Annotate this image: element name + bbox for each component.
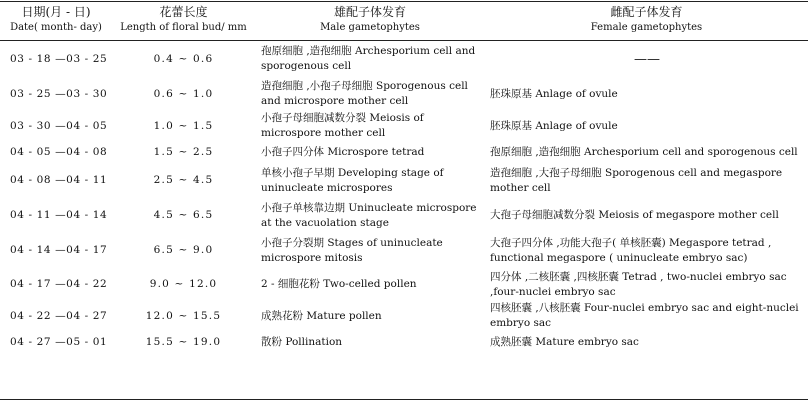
female-cell: 造孢细胞 ,大孢子母细胞 Sporogenous cell and megaspore mother cell — [490, 166, 783, 194]
table-row — [0, 163, 808, 198]
header-male — [255, 0, 485, 40]
male-cell: 散粉 Pollination — [261, 336, 343, 348]
length-cell: 1.5 ~ 2.5 — [153, 146, 214, 158]
header-female — [485, 0, 808, 40]
table-row — [0, 142, 808, 163]
table-row — [0, 331, 808, 354]
male-cell: 孢原细胞 ,造孢细胞 Archesporium cell and sporogenous cell — [261, 45, 476, 72]
date-cell: 04 - 17 —04 - 22 — [10, 278, 108, 290]
header-male-en: Male gametophytes — [320, 22, 420, 33]
date-cell: 04 - 27 —05 - 01 — [10, 336, 108, 348]
female-cell: 四核胚囊 ,八核胚囊 Four-nuclei embryo sac and eight-nuclei embryo sac — [490, 302, 799, 329]
table-row — [0, 268, 808, 301]
male-cell: 小孢子四分体 Microspore tetrad — [261, 146, 425, 158]
table-row — [0, 78, 808, 110]
header-male-zh: 雄配子体发育 — [333, 5, 406, 19]
bottom-rule — [0, 399, 808, 400]
date-cell: 04 - 22 —04 - 27 — [10, 309, 108, 322]
table-header-row — [0, 0, 808, 40]
empty-dash: —— — [634, 51, 660, 67]
female-cell: 胚珠原基 Anlage of ovule — [490, 87, 618, 100]
female-cell: 四分体 ,二核胚囊 ,四核胚囊 Tetrad , two-nuclei embryo sac ,four-nuclei embryo sac — [490, 270, 787, 298]
header-length — [112, 0, 255, 40]
header-date-zh: 日期(月 - 日) — [21, 5, 91, 19]
female-cell: 胚珠原基 Anlage of ovule — [490, 119, 618, 132]
length-cell: 15.5 ~ 19.0 — [145, 336, 222, 348]
table-row — [0, 40, 808, 78]
female-cell — [485, 40, 808, 78]
male-cell: 小孢子单核靠边期 Uninucleate microspore at the vacuolation stage — [261, 201, 477, 229]
male-cell: 小孢子分裂期 Stages of uninucleate microspore mitosis — [261, 236, 443, 264]
length-cell: 0.4 ~ 0.6 — [153, 52, 214, 65]
date-cell: 03 - 25 —03 - 30 — [10, 87, 108, 100]
length-cell: 1.0 ~ 1.5 — [153, 119, 214, 132]
date-cell: 04 - 08 —04 - 11 — [10, 174, 108, 186]
male-cell: 小孢子母细胞减数分裂 Meiosis of microspore mother cell — [261, 112, 424, 139]
male-cell: 2 - 细胞花粉 Two-celled pollen — [261, 278, 417, 290]
female-cell: 大孢子四分体 ,功能大孢子( 单核胚囊) Megaspore tetrad , functional megaspore ( uninucleate embryo sac) — [490, 236, 772, 264]
date-cell: 04 - 14 —04 - 17 — [10, 244, 108, 256]
date-cell: 04 - 05 —04 - 08 — [10, 146, 108, 158]
header-length-zh: 花蕾长度 — [159, 5, 208, 19]
table-row — [0, 198, 808, 233]
header-date — [0, 0, 112, 40]
length-cell: 4.5 ~ 6.5 — [153, 209, 214, 221]
length-cell: 6.5 ~ 9.0 — [153, 244, 214, 256]
length-cell: 0.6 ~ 1.0 — [153, 87, 214, 100]
header-length-en: Length of floral bud/ mm — [120, 22, 247, 33]
length-cell: 9.0 ~ 12.0 — [149, 278, 218, 290]
date-cell: 03 - 30 —04 - 05 — [10, 119, 108, 132]
date-cell: 03 - 18 —03 - 25 — [10, 52, 108, 65]
table-row — [0, 233, 808, 268]
date-cell: 04 - 11 —04 - 14 — [10, 209, 108, 221]
header-female-en: Female gametophytes — [590, 22, 703, 33]
length-cell: 12.0 ~ 15.5 — [145, 309, 222, 322]
table-row — [0, 301, 808, 331]
female-cell: 大孢子母细胞减数分裂 Meiosis of megaspore mother cell — [490, 209, 779, 221]
length-cell: 2.5 ~ 4.5 — [153, 174, 214, 186]
male-cell: 造孢细胞 ,小孢子母细胞 Sporogenous cell and microspore mother cell — [261, 80, 468, 107]
table-row — [0, 110, 808, 142]
female-cell: 成熟胚囊 Mature embryo sac — [490, 336, 639, 348]
male-cell: 单核小孢子早期 Developing stage of uninucleate microspores — [261, 166, 444, 194]
female-cell: 孢原细胞 ,造孢细胞 Archesporium cell and sporogenous cell — [490, 146, 798, 158]
header-date-en: Date( month- day) — [10, 22, 102, 33]
header-female-zh: 雌配子体发育 — [610, 5, 683, 19]
male-cell: 成熟花粉 Mature pollen — [261, 309, 382, 322]
